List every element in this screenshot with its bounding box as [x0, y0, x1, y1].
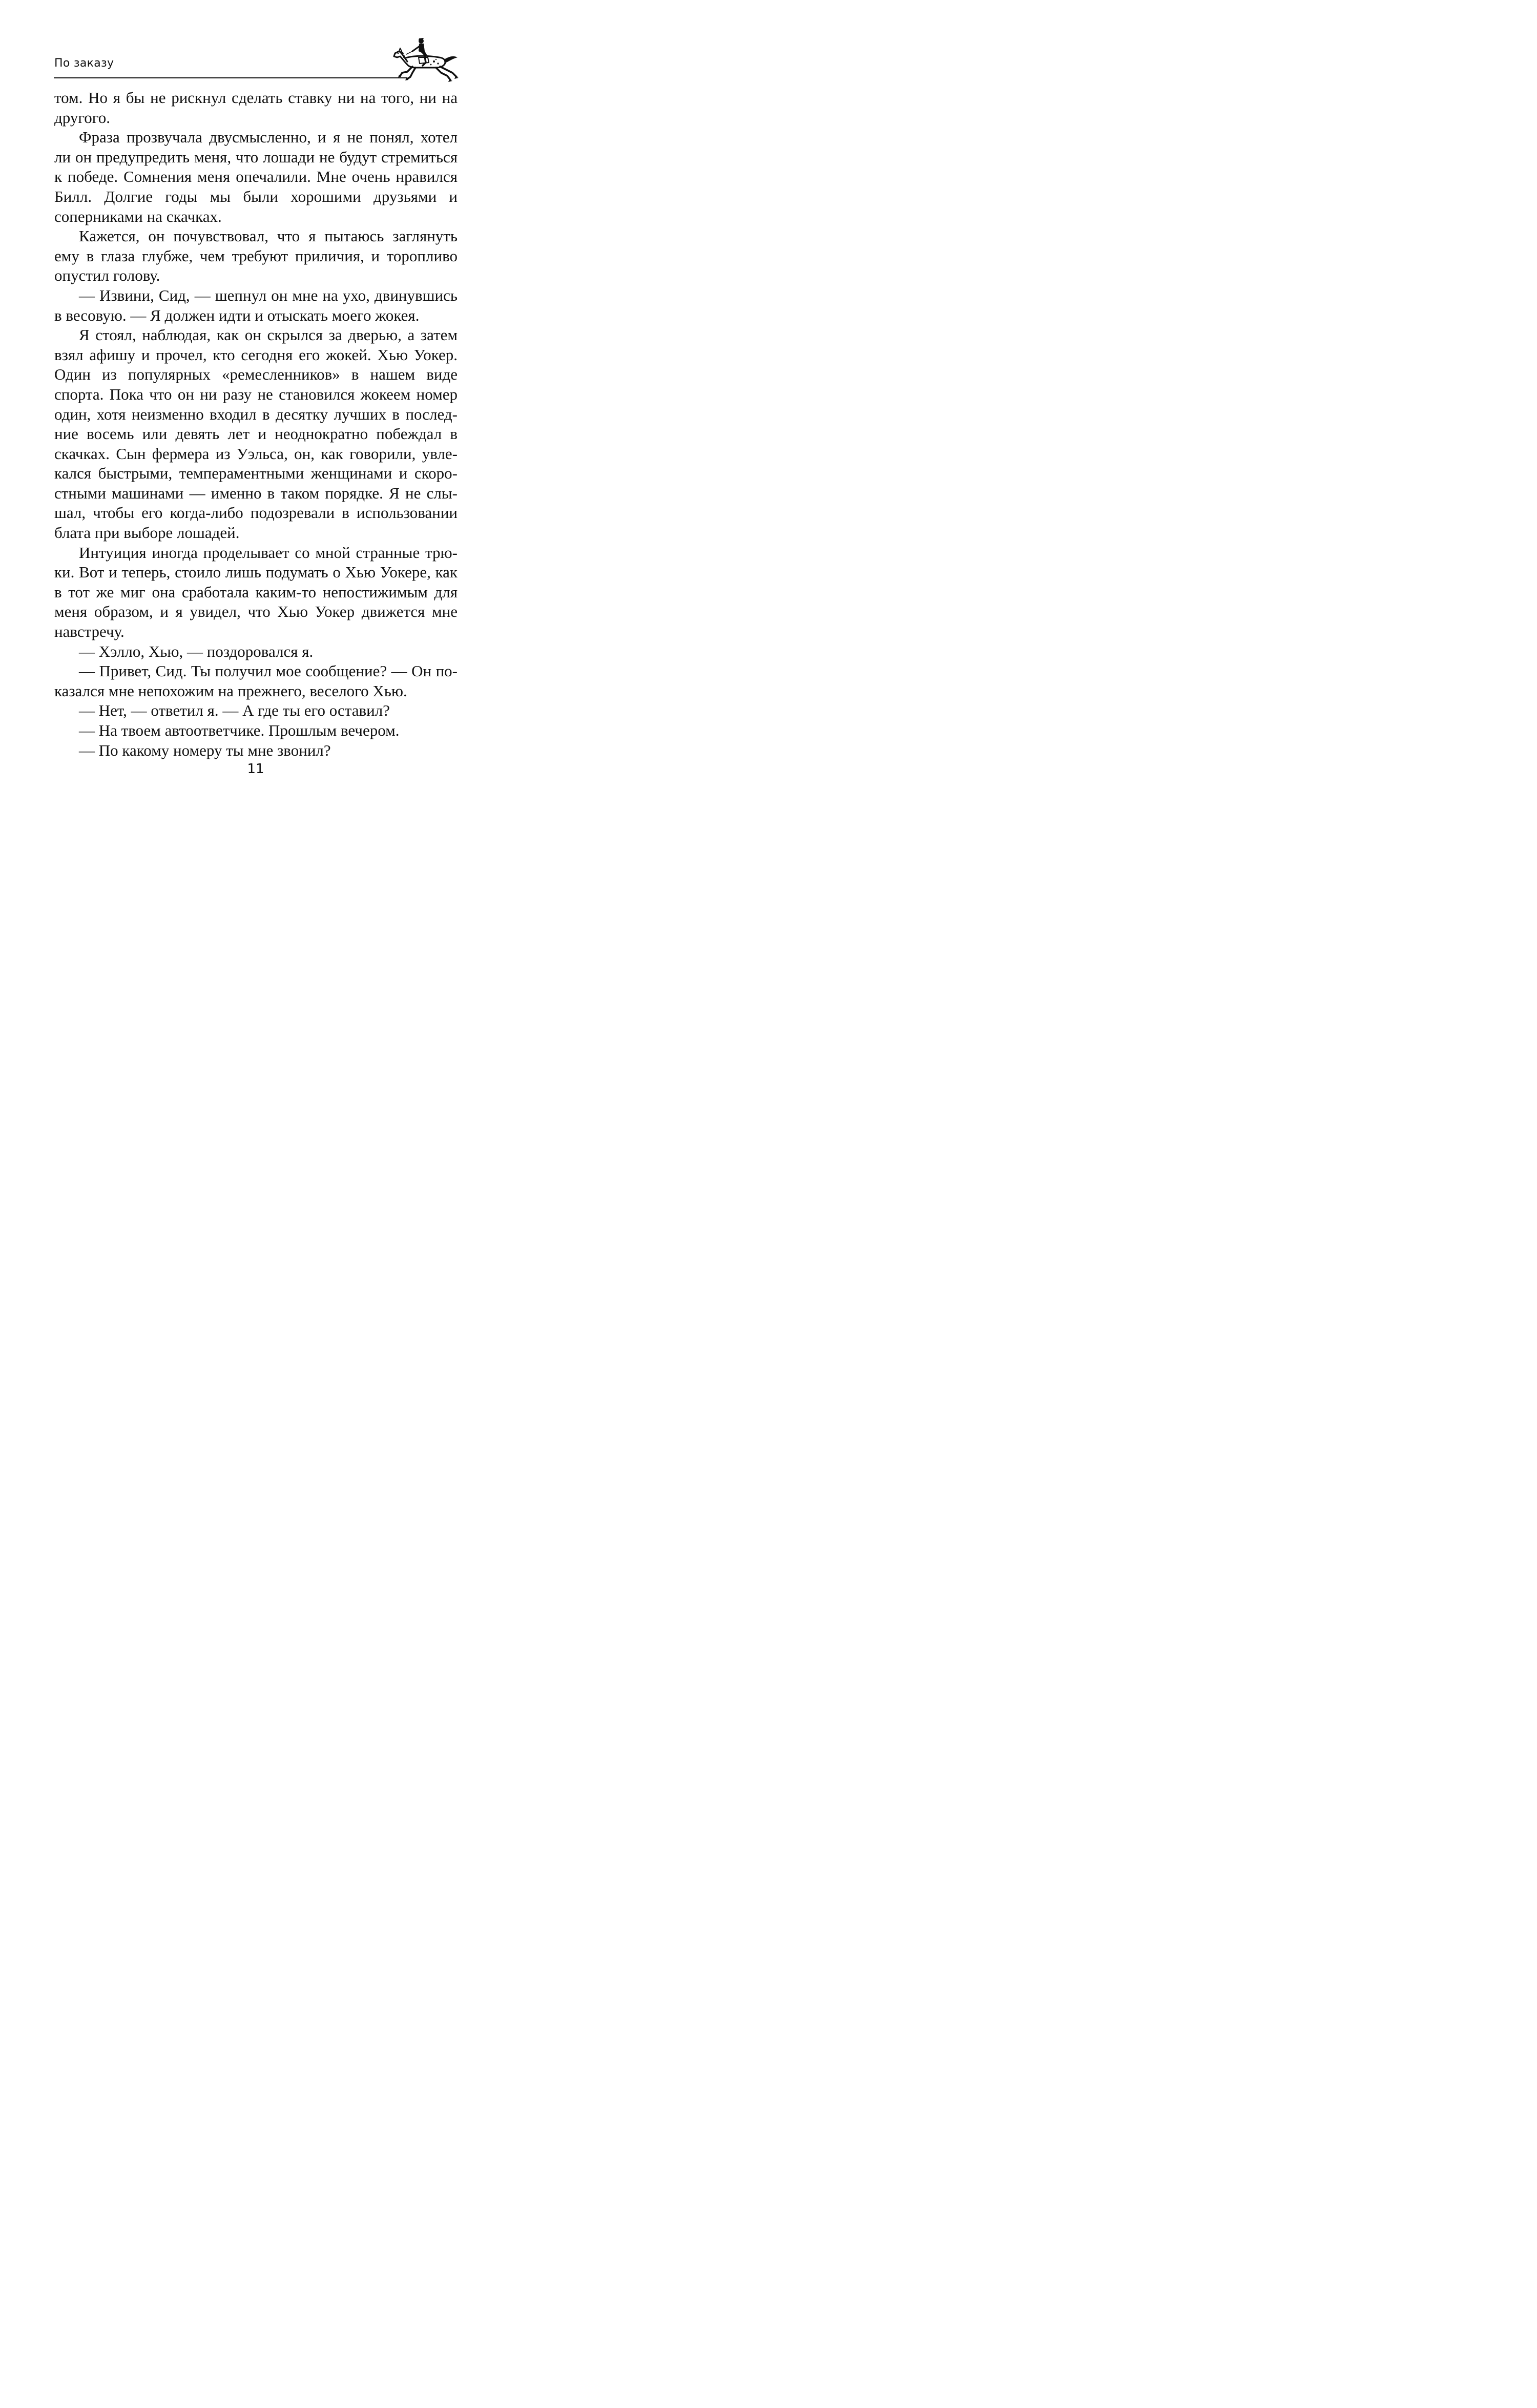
running-title: По заказу: [54, 57, 114, 70]
paragraph-5: Я стоял, наблюдая, как он скрылся за дверью, а затем взял афишу и прочел, кто сегодня его жокей. Хью Уокер. Один из популярных «ремесленников» в нашем виде спорта. Пока что он ни разу не становился жокеем номер один, хотя неизменно входил в десятку лучших в последние восемь или девять лет и неоднократно побеждал в скачках. Сын фермера из Уэльса, он, как говорили, увлекался быстрыми, темпераментными женщинами и скоростными машинами — именно в таком порядке. Я не слышал, чтобы его когда-либо подозревали в использовании блата при выборе лошадей.: [54, 326, 458, 542]
paragraph-7: — Хэлло, Хью, — поздоровался я.: [79, 642, 314, 660]
paragraph-2: Фраза прозвучала двусмысленно, и я не понял, хотел ли он предупредить меня, что лошади не будут стремиться к победе. Сомнения меня опечалили. Мне очень нравился Билл. Долгие годы мы были хорошими друзьями и соперниками на скачках.: [54, 128, 458, 225]
body-text: [54, 88, 458, 760]
paragraph-1: том. Но я бы не рискнул сделать ставку ни на того, ни на другого.: [54, 89, 458, 127]
paragraph-6: Интуиция иногда проделывает со мной странные трюки. Вот и теперь, стоило лишь подумать о Хью Уокере, как в тот же миг она сработала каким-то непостижимым для меня образом, и я увидел, что Хью Уокер движется мне навстречу.: [54, 543, 458, 641]
paragraph-3: Кажется, он почувствовал, что я пытаюсь заглянуть ему в глаза глубже, чем требуют приличия, и торопливо опустил голову.: [54, 227, 458, 285]
paragraph-9: — Нет, — ответил я. — А где ты его оставил?: [79, 701, 390, 720]
book-page: [0, 0, 511, 801]
paragraph-4: — Извини, Сид, — шепнул он мне на ухо, двинувшись в весовую. — Я должен идти и отыскать моего жокея.: [54, 286, 458, 324]
header-rule: [54, 77, 407, 78]
page-number: 11: [247, 761, 264, 777]
horse-and-rider-icon: [392, 36, 461, 85]
paragraph-10: — На твоем автоответчике. Прошлым вечером.: [79, 721, 400, 739]
paragraph-11: — По какому номеру ты мне звонил?: [79, 741, 331, 759]
paragraph-8: — Привет, Сид. Ты получил мое сообщение? — Он показался мне непохожим на прежнего, веселого Хью.: [54, 662, 458, 700]
